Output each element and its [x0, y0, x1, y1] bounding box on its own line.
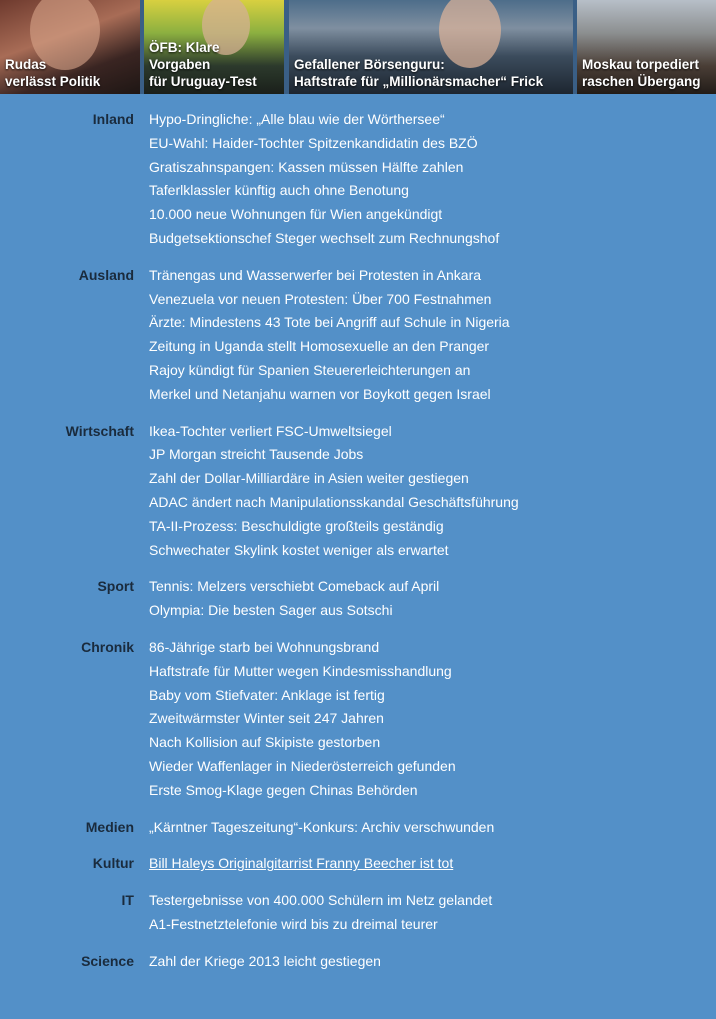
section-items: [149, 108, 716, 251]
section-label: Chronik: [81, 638, 134, 655]
news-link[interactable]: Zeitung in Uganda stellt Homosexuelle an den Pranger: [149, 338, 490, 355]
news-link[interactable]: 86-Jährige starb bei Wohnungsbrand: [149, 638, 380, 655]
section-items: [149, 950, 716, 974]
news-link[interactable]: A1-Festnetztelefonie wird bis zu dreimal teurer: [149, 915, 438, 932]
teaser-caption: Gefallener Börsenguru: Haftstrafe für „Millionärsmacher“ Frick: [294, 57, 544, 89]
section-label: Wirtschaft: [65, 422, 134, 439]
news-link[interactable]: Baby vom Stiefvater: Anklage ist fertig: [149, 686, 385, 703]
section-items: [149, 816, 716, 840]
news-link[interactable]: Hypo-Dringliche: „Alle blau wie der Wörthersee“: [149, 111, 445, 127]
section-label: Science: [81, 952, 134, 969]
section-label: Ausland: [78, 266, 134, 283]
news-link[interactable]: Testergebnisse von 400.000 Schülern im Netz gelandet: [149, 892, 493, 909]
news-link[interactable]: 10.000 neue Wohnungen für Wien angekündigt: [149, 206, 443, 223]
section-ausland: [0, 264, 716, 407]
news-link[interactable]: Olympia: Die besten Sager aus Sotschi: [149, 602, 393, 619]
section-sport: [0, 575, 716, 623]
news-link[interactable]: Schwechater Skylink kostet weniger als erwartet: [149, 541, 449, 558]
news-link[interactable]: ADAC ändert nach Manipulationsskandal Geschäftsführung: [149, 493, 519, 510]
news-index: [0, 108, 716, 987]
teaser-strip: [0, 0, 716, 94]
section-science: [0, 950, 716, 974]
section-it: [0, 889, 716, 937]
teaser-caption: Rudas verlässt Politik: [5, 57, 101, 89]
news-link[interactable]: Budgetsektionschef Steger wechselt zum Rechnungshof: [149, 229, 500, 246]
news-link[interactable]: Wieder Waffenlager in Niederösterreich gefunden: [149, 757, 456, 774]
section-items: [149, 264, 716, 407]
news-link[interactable]: Taferlklassler künftig auch ohne Benotung: [149, 182, 409, 199]
news-link[interactable]: „Kärntner Tageszeitung“-Konkurs: Archiv verschwunden: [149, 818, 495, 835]
teaser-moskau[interactable]: [577, 0, 716, 94]
section-label: Kultur: [92, 855, 134, 872]
teaser-oefb[interactable]: [144, 0, 284, 94]
section-label: IT: [121, 892, 134, 909]
section-items: [149, 420, 716, 563]
news-link-hovered[interactable]: Bill Haleys Originalgitarrist Franny Beecher ist tot: [149, 855, 454, 872]
news-link[interactable]: Haftstrafe für Mutter wegen Kindesmisshandlung: [149, 662, 452, 679]
teaser-rudas[interactable]: [0, 0, 140, 94]
news-link[interactable]: Nach Kollision auf Skipiste gestorben: [149, 734, 381, 751]
section-label: Sport: [97, 578, 134, 595]
news-link[interactable]: Ärzte: Mindestens 43 Tote bei Angriff auf Schule in Nigeria: [149, 314, 510, 331]
section-wirtschaft: [0, 420, 716, 563]
news-link[interactable]: JP Morgan streicht Tausende Jobs: [149, 446, 364, 463]
section-items: [149, 575, 716, 623]
section-chronik: [0, 636, 716, 803]
news-link[interactable]: TA-II-Prozess: Beschuldigte großteils geständig: [149, 517, 444, 534]
section-items: [149, 852, 716, 876]
teaser-boersenguru[interactable]: [289, 0, 573, 94]
section-inland: [0, 108, 716, 251]
news-link[interactable]: Merkel und Netanjahu warnen vor Boykott gegen Israel: [149, 385, 491, 402]
news-link[interactable]: Zweitwärmster Winter seit 247 Jahren: [149, 710, 384, 727]
section-kultur: [0, 852, 716, 876]
news-link[interactable]: Erste Smog-Klage gegen Chinas Behörden: [149, 781, 418, 798]
news-link[interactable]: Gratiszahnspangen: Kassen müssen Hälfte zahlen: [149, 158, 464, 175]
news-link[interactable]: Ikea-Tochter verliert FSC-Umweltsiegel: [149, 422, 392, 439]
news-link[interactable]: Venezuela vor neuen Protesten: Über 700 Festnahmen: [149, 290, 492, 307]
section-label: Medien: [85, 818, 134, 835]
news-link[interactable]: Zahl der Dollar-Milliardäre in Asien weiter gestiegen: [149, 470, 469, 487]
news-link[interactable]: Zahl der Kriege 2013 leicht gestiegen: [149, 952, 381, 969]
teaser-caption: ÖFB: Klare Vorgaben für Uruguay-Test: [149, 40, 257, 89]
news-link[interactable]: EU-Wahl: Haider-Tochter Spitzenkandidatin des BZÖ: [149, 134, 478, 151]
section-items: [149, 889, 716, 937]
teaser-caption: Moskau torpediert raschen Übergang: [582, 57, 701, 89]
section-medien: [0, 816, 716, 840]
news-link[interactable]: Tränengas und Wasserwerfer bei Protesten in Ankara: [149, 266, 482, 283]
news-link[interactable]: Rajoy kündigt für Spanien Steuererleichterungen an: [149, 361, 471, 378]
section-items: [149, 636, 716, 803]
news-link[interactable]: Tennis: Melzers verschiebt Comeback auf April: [149, 578, 440, 595]
section-label: Inland: [92, 111, 134, 127]
